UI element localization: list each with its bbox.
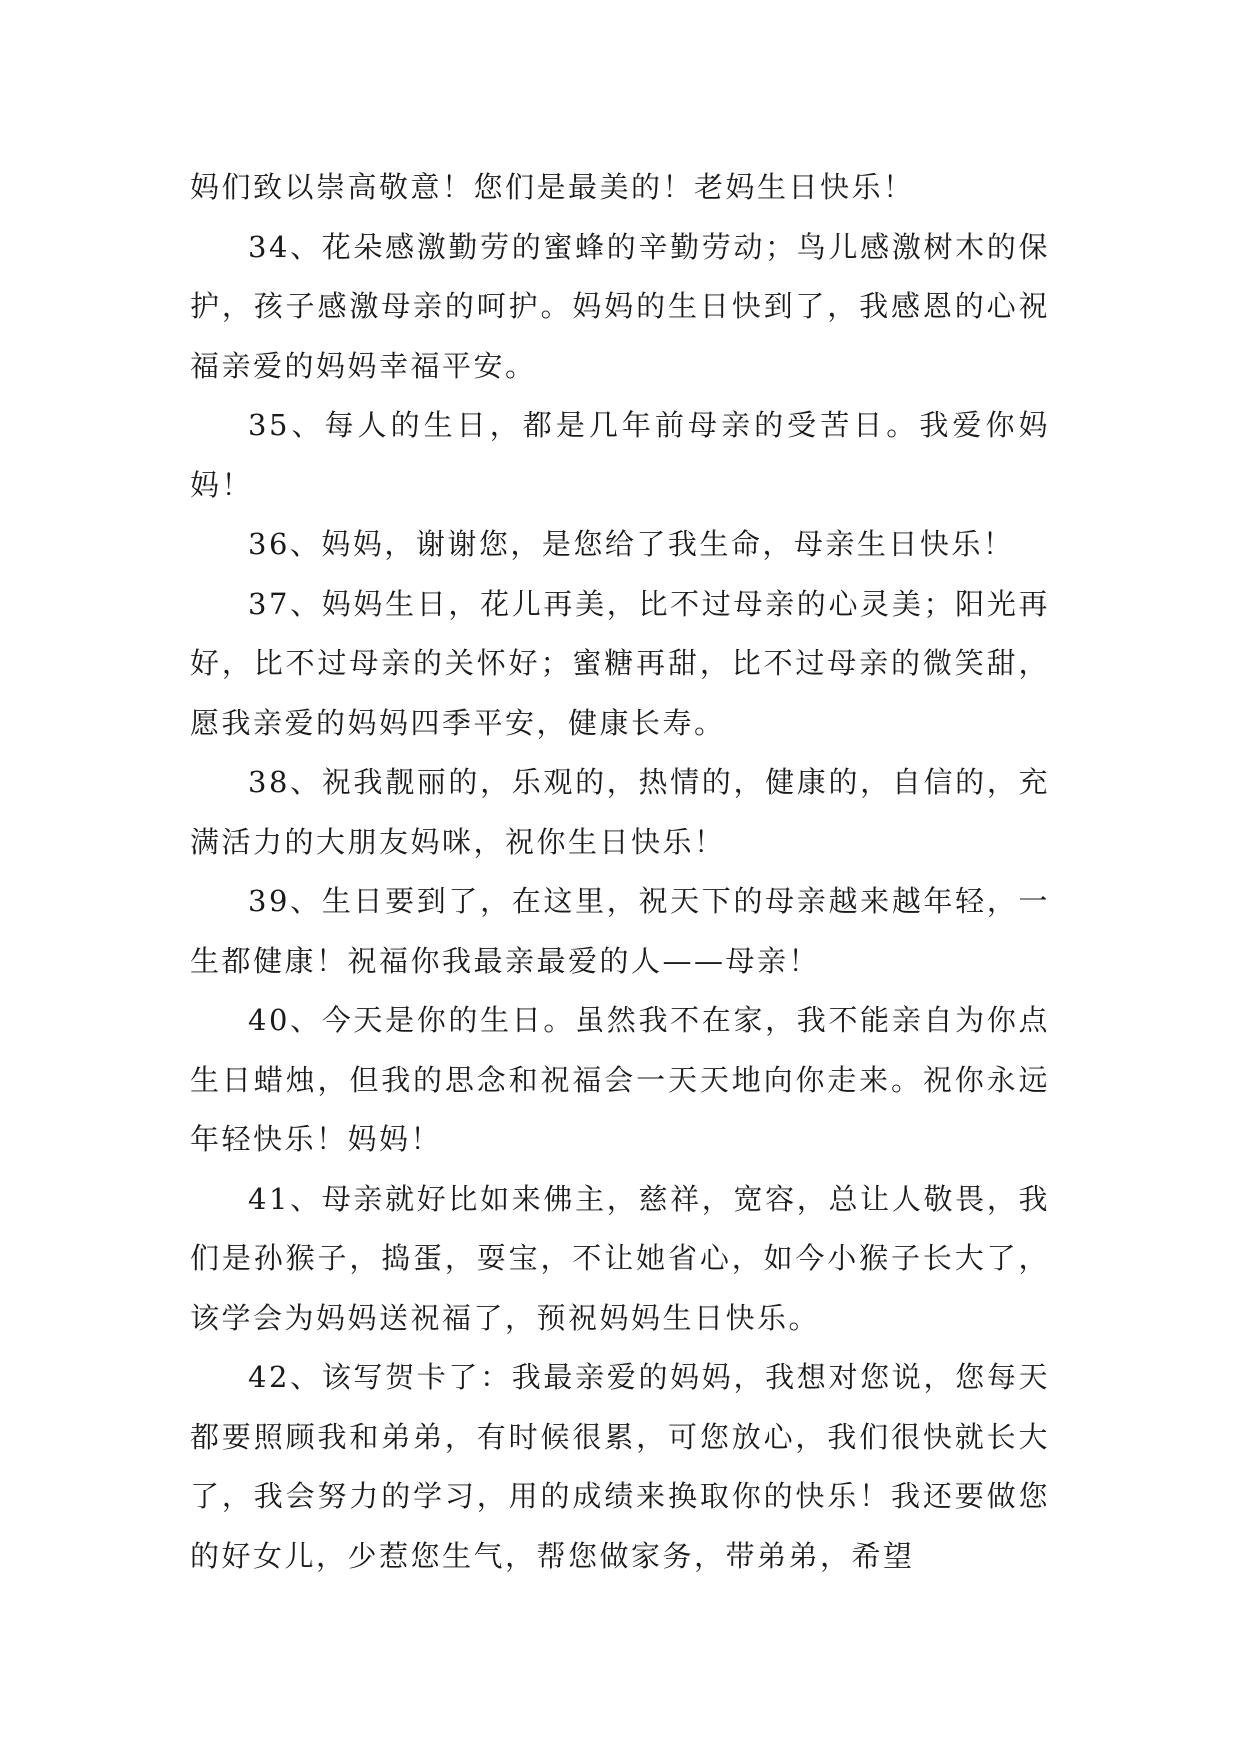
paragraph-37: 37、妈妈生日，花儿再美，比不过母亲的心灵美；阳光再好，比不过母亲的关怀好；蜜糖再甜，比不过母亲的微笑甜，愿我亲爱的妈妈四季平安，健康长寿。 <box>190 586 1050 740</box>
paragraph-34: 34、花朵感激勤劳的蜜蜂的辛勤劳动；鸟儿感激树木的保护，孩子感激母亲的呵护。妈妈的生日快到了，我感恩的心祝福亲爱的妈妈幸福平安。 <box>190 229 1050 383</box>
document-body <box>190 158 1050 1586</box>
paragraph-42: 42、该写贺卡了：我最亲爱的妈妈，我想对您说，您每天都要照顾我和弟弟，有时候很累，可您放心，我们很快就长大了，我会努力的学习，用的成绩来换取你的快乐！我还要做您的好女儿，少惹您生气，帮您做家务，带弟弟，希望 <box>190 1360 1050 1573</box>
paragraph-36: 36、妈妈，谢谢您，是您给了我生命，母亲生日快乐！ <box>248 527 1015 561</box>
paragraph-continuation: 妈们致以崇高敬意！您们是最美的！老妈生日快乐！ <box>190 170 915 204</box>
paragraph-41: 41、母亲就好比如来佛主，慈祥，宽容，总让人敬畏，我们是孙猴子，捣蛋，耍宝，不让她省心，如今小猴子长大了，该学会为妈妈送祝福了，预祝妈妈生日快乐。 <box>190 1181 1050 1335</box>
paragraph-35: 35、每人的生日，都是几年前母亲的受苦日。我爱你妈妈！ <box>190 408 1050 502</box>
paragraph-40: 40、今天是你的生日。虽然我不在家，我不能亲自为你点生日蜡烛，但我的思念和祝福会一天天地向你走来。祝你永远年轻快乐！妈妈！ <box>190 1003 1050 1156</box>
paragraph-39: 39、生日要到了，在这里，祝天下的母亲越来越年轻，一生都健康！祝福你我最亲最爱的人——母亲！ <box>190 884 1050 978</box>
paragraph-38: 38、祝我靓丽的，乐观的，热情的，健康的，自信的，充满活力的大朋友妈咪，祝你生日快乐！ <box>190 765 1050 859</box>
